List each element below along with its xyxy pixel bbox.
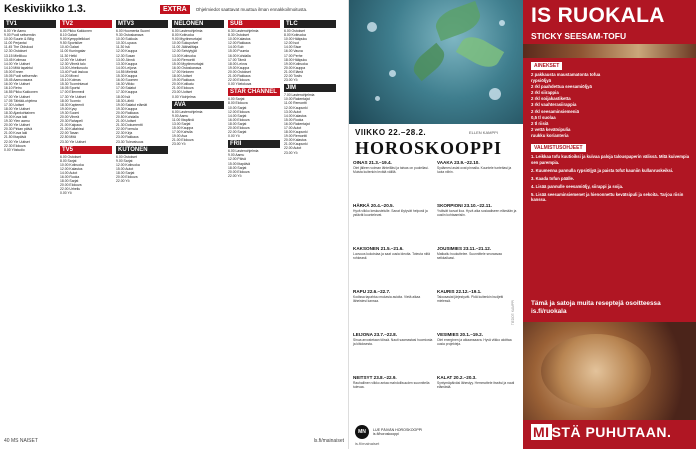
tv-column [284, 18, 336, 436]
program-item: 20.00 Elokuva [228, 169, 250, 174]
program-item: 20.30 Rahapeli [60, 119, 83, 124]
program-item: 23.00 Uutiset [172, 90, 192, 95]
program-item: 14.10 Mitä tapahtui [4, 65, 33, 70]
program-item: 20.00 Rakkaus [116, 110, 139, 115]
program-item: 20.00 Elokuva [60, 183, 82, 188]
program-item: 10.00 Rakentajat [284, 97, 310, 102]
program-item: 10.00 Kalastus [228, 37, 251, 42]
zodiac-sign [353, 203, 433, 217]
program-item: 17.00 Perhe [284, 53, 303, 58]
channel-header: TLC [284, 20, 336, 28]
program-item: 11.00 Kuningatar [60, 49, 86, 54]
program-item: 22.00 Urheilu [60, 187, 81, 192]
ingredient-item: 2 pakkausta maustamatonta tofua [531, 72, 601, 77]
program-item: 16.00 Kohdalla [228, 53, 251, 58]
program-item: 16.00 Ostoskanava [172, 65, 202, 70]
food-plate [541, 334, 651, 408]
step-item: 2. Kuumenna pannulla rypsiöljyä ja paista tofut kauniin kullanruskeiksi. [531, 167, 674, 173]
program-item: 12.00 Rakkaus [228, 41, 251, 46]
horoscope-author: ELLEN KAMPPI [469, 130, 498, 135]
step-item: 5. Lisää seesaminsiemenet ja hienonnettu kevätsipuli ja sekoita. Tarjoa riisin kanssa. [531, 191, 684, 203]
program-item: 6.00 Lastenohjelmia [228, 149, 259, 154]
program-item: 10.00 Sukkula [116, 37, 138, 42]
horoscope-promo [355, 424, 422, 440]
program-item: 10.00 Hääpuku [284, 37, 307, 42]
program-item: 16.00 Ruoka [60, 175, 80, 180]
program-item: 9.00 Sarjat [116, 158, 133, 163]
program-item: 19.00 Kysy [60, 106, 77, 111]
ingredient-item: 2 vettä kevätsipulia [531, 126, 571, 132]
sign-name: KAKSONEN 21.5.–21.6. [353, 246, 404, 251]
program-item: 16.30 Viikko [116, 82, 135, 87]
step-item: 1. Leikkaa tofu kuutioiksi ja kuivaa paloja talouspaperin välissä. Mitä kuivempia sen parempia. [531, 154, 690, 165]
program-item: 6.30 Lastenohjelmia [228, 29, 259, 33]
program-item: 15.00 Ennen [4, 69, 24, 74]
program-item: 6.00 Sarjat [228, 97, 245, 102]
program-item: 16.00 Vauva [284, 49, 303, 54]
program-item: 13.00 Kotiruoka [172, 53, 196, 58]
tv-footer [4, 438, 344, 448]
sign-name: VAAKA 23.9.–22.10. [437, 160, 480, 165]
program-item: 18.00 Sarjat [228, 121, 247, 126]
program-item: 12.00 Isot [284, 41, 299, 46]
program-item: 18.00 Sarjat [228, 165, 247, 170]
sign-text: Olet energinen ja aikaansaava. Hyvä viikko aloittaa uusia projekteja. [437, 338, 512, 346]
zodiac-sign [353, 375, 433, 389]
tv-date: Keskiviikko 1.3. [4, 3, 86, 15]
recipe-page [523, 0, 696, 449]
page-number-left: 40 MS NAISET [4, 438, 38, 444]
program-item: 12.00 Päivä [228, 157, 246, 162]
program-item: 10.00 Sukupolvet [172, 41, 199, 46]
program-item: 12.30 Vihreä talo [60, 61, 86, 66]
program-item: 8.30 Ostokset [228, 33, 249, 38]
program-item: 10.00 Sarjat [228, 105, 247, 110]
sign-text: Luovuus kukoistaa ja saat uusia ideoita. Toteuta niitä rohkeasti. [353, 252, 430, 260]
program-item: 0.00 Yö [60, 191, 72, 196]
program-item: 15.30 Tuomintavat [60, 82, 88, 87]
zodiac-sign [437, 289, 517, 303]
program-item: 21.00 Kova laki [4, 131, 28, 136]
channel-header: NELONEN [172, 20, 224, 28]
sign-name: KALAT 20.2.–20.3. [437, 375, 477, 380]
program-item: 20.00 Yle Uutiset [4, 123, 30, 128]
sign-name: RAPU 22.6.–22.7. [353, 289, 391, 294]
program-item: 17.30 Kauppa [116, 90, 138, 95]
promo-url[interactable]: is.fi/horoskooppi [373, 432, 399, 436]
sign-text: Matkailu houkuttelee. Suunnittele seuraavaa seikkailuasi. [437, 252, 502, 260]
channel-header: TV2 [60, 20, 112, 28]
program-item: 15.00 Puumia [228, 49, 249, 54]
tv-column [4, 18, 56, 436]
brand-logo [531, 424, 671, 440]
channel-header: JIM [284, 84, 336, 92]
horoscope-week: VIIKKO 22.–28.2. [355, 128, 427, 137]
tv-brand: EXTRA [160, 5, 190, 14]
ingredient-item: 0,5 tl suolaa [531, 114, 556, 120]
program-item: 6.00 Ostokset [60, 154, 81, 159]
channel-header: KUTONEN [116, 146, 168, 154]
program-item: 9.00 Kymppitelkkari [60, 37, 90, 42]
ingredient-item: 2 tl riisiä [531, 120, 549, 126]
sign-text: Talousasiat järjestyvät. Pidä kuitenkin budjetti mielessä. [437, 295, 504, 303]
program-item: 12.30 Ostokset [4, 49, 27, 54]
program-item: 11.30 Hetki [60, 53, 77, 58]
program-item: 18.00 Sarjat [60, 179, 79, 184]
tv-columns [4, 18, 344, 436]
program-item: 14.00 Remontti [172, 57, 195, 62]
program-item: 11.45 The Oldskool [4, 45, 34, 50]
ingredient-item: 3 rkl vaahterasiirappia [531, 102, 577, 108]
site-link: ls.fi/mainaiset [313, 438, 344, 444]
promo-title: LUE PÄIVÄN HOROSKOOPPI [373, 427, 423, 432]
program-item: 19.00 Ava [172, 134, 188, 139]
program-item: 18.30 Ajankohtainen [4, 110, 35, 115]
tv-column [172, 18, 224, 436]
horoscope-page-ref: is.fi/mainaiset [355, 441, 380, 446]
program-item: 12.30 Susan [116, 53, 136, 58]
step-item: 4. Lisää pannulle seesamiöljy, siirappi ja soija. [531, 183, 624, 189]
logo-text: STÄ PUHUTAAN. [551, 424, 672, 440]
program-item: 18.30 Kapteenit [60, 102, 84, 107]
sign-name: VESIMIES 20.1.–19.2. [437, 332, 483, 337]
program-item: 17.00 Nelonen [172, 69, 195, 74]
recipe-strip-image [523, 44, 696, 58]
program-item: 14.00 Sarjat [228, 113, 247, 118]
program-item: 22.00 Tositv [284, 74, 303, 79]
program-item: 18.00 Leivos [228, 61, 248, 66]
zodiac-sign [353, 160, 433, 174]
program-item: 15.00 Ruoka [284, 117, 304, 122]
program-item: 14.55 Mietintä [116, 69, 138, 74]
sign-text: Sydämesi asiat ovat pinnalla. Kuuntele tunteitasi ja luota niihin. [437, 166, 512, 174]
program-item: 12.00 Kalastus [60, 166, 83, 171]
program-item: 13.00 Autot [284, 109, 302, 114]
program-item: 6.00 Yle Aamu [4, 29, 26, 33]
program-item: 18.00 Kaupunki [284, 130, 308, 135]
program-item: 19.30 Kauppa [116, 106, 138, 111]
program-item: 8.00 Kotiruoka [172, 33, 194, 38]
program-item: 10.40 Galaxi [60, 45, 80, 50]
program-item: 20.00 Kotikatu [172, 82, 194, 87]
program-item: 17.00 Yle Uutiset [4, 94, 30, 99]
program-item: 17.00 Tämä [228, 57, 247, 62]
program-item: 17.30 Uutiset [4, 102, 24, 107]
ingredients-list [531, 72, 691, 139]
program-item: 0.00 Yö [228, 134, 240, 139]
program-item: 21.30 Kultahissi [60, 127, 84, 132]
program-item: 14.00 Kalastus [284, 113, 307, 118]
program-item: 8.00 Kotiruoka [284, 33, 306, 38]
program-item: 22.50 Mitä [60, 135, 76, 140]
program-item: 19.30 Ylen aamu [4, 119, 30, 124]
program-item: 14.00 Leijona [116, 65, 137, 70]
program-item: 15.00 Autot [116, 166, 134, 171]
tv-header [4, 2, 344, 16]
program-item: 9.50 Sportslive [60, 41, 83, 46]
sign-text: Ystävät tuovat iloa. Hyvä aika sosiaaliseen elämään ja uusiin kohtaamisiin. [437, 209, 517, 217]
program-item: 20.50 Kohdalla [116, 114, 139, 119]
channel-header: TV5 [60, 146, 112, 154]
program-item: 20.00 Kalastus [284, 138, 307, 143]
program-item: 18.00 Hääpuku [284, 57, 307, 62]
program-item: 19.30 Suomi [60, 110, 80, 115]
sign-text: Olet jälleen voiman lähteilläsi ja taivas on puolellasi. Muista kuitenkin levätä välillä. [353, 166, 429, 174]
program-item: 21.30 Dokumentti [116, 123, 143, 128]
program-item: 19.00 Rakkaus [172, 78, 195, 83]
program-item: 6.00 Ostokset [284, 29, 305, 33]
program-item: 15.45 Aamuvasara [4, 78, 33, 83]
program-item: 21.00 Kaupunki [284, 142, 308, 147]
program-item: 6.00 Huomenta Suomi [116, 29, 150, 33]
channel-header: SUB [228, 20, 280, 28]
program-item: 13.15 Mieliikuu [4, 53, 27, 58]
ingredients-header: AINEKSET [531, 62, 562, 70]
program-item: 15.00 Myytinmurtajat [172, 61, 204, 66]
program-item: 22.00 Yö [116, 179, 130, 184]
program-item: 19.00 Kauppa [228, 65, 250, 70]
program-item: 9.00 Aamu [172, 113, 189, 118]
zodiac-sign [437, 246, 517, 260]
program-item: 21.00 Rakkaus [228, 74, 251, 79]
sign-name: LEIJONA 23.7.–22.8. [353, 332, 398, 337]
program-item: 23.00 Yö [172, 142, 186, 147]
program-item: 14.00 Yle Uutiset [4, 61, 30, 66]
horoscope-title: HOROSKOOPPI [355, 138, 503, 158]
zodiac-sign [437, 375, 517, 389]
ingredient-item: 2 rkl soijakastiketta [531, 96, 571, 102]
program-item: 13.00 Sarjat [172, 121, 191, 126]
program-item: 14.20 Mixed [60, 74, 79, 79]
program-item: 22.00 Yö [228, 173, 242, 178]
program-item: 17.00 Salatut [116, 86, 136, 91]
horoscope-page [349, 0, 523, 449]
ingredient-item: 2 rkl seesaminsiemeniä [531, 108, 580, 114]
program-item: 22.00 Sarjat [228, 130, 247, 135]
program-item: 18.00 Yle Uutiset [4, 106, 30, 111]
program-item: 16.00 Suomen [116, 78, 139, 83]
recipe-name: STICKY SEESAM-TOFU [531, 31, 627, 41]
program-item: 9.30 Ostoskanava [116, 33, 144, 38]
program-item: 8.10 Galaxi [60, 33, 78, 38]
program-item: 22.00 Tasan [60, 131, 79, 136]
horoscope-hero-image [349, 0, 523, 124]
program-item: 17.30 Yle Uutiset [60, 94, 86, 99]
sign-text: Hyvä viikko keskustelulle. Sanat löytyvät helposti ja ystävät kuuntelevat. [353, 209, 428, 217]
program-item: 15.10 Kolmas [60, 78, 81, 83]
program-item: 0.00 Yöohjelma [172, 94, 196, 99]
program-item: 15.30 Kauppa [116, 74, 138, 79]
program-item: 11.00 Remontti [284, 101, 307, 106]
program-item: 16.55 Pikku Kakkonen [4, 90, 38, 95]
horoscope-promo-text [373, 428, 422, 436]
sign-text: Syntymäpäiväsi lähestyy. Hemmottele itseäsi ja nauti elämästä. [437, 381, 515, 389]
steps-header: VALMISTUSOHJEET [531, 144, 586, 152]
program-item: 19.00 Kova laki [4, 114, 28, 119]
program-item: 23.30 Tulevaisuus [116, 139, 144, 144]
steps-list [531, 154, 691, 205]
horoscope-signs [353, 160, 519, 422]
program-item: 17.00 Autot [284, 125, 302, 130]
program-item: 21.00 Kaipaus [60, 123, 82, 128]
sign-text: Sinua arvostetaan töissä. Nauti saamastasi huomiosta ja kiitoksesta. [353, 338, 433, 346]
program-item: 11.30 Isä [116, 45, 130, 50]
program-item: 21.00 Elokuva [172, 138, 194, 143]
program-item: 11.00 Jäähallitaja [172, 45, 199, 50]
program-item: 16.05 Sportsi [60, 86, 80, 91]
program-item: 15.00 Iltapäivä [228, 161, 251, 166]
program-item: 8.00 Elokuva [228, 101, 248, 106]
program-item: 14.00 Autot [60, 171, 78, 175]
program-item: 22.30 Elokuva [4, 143, 26, 148]
program-item: 10.00 Kotiruoka [60, 162, 84, 167]
program-item: 9.00 Aamu [228, 153, 245, 158]
program-item: 12.00 Elokuva [228, 109, 250, 114]
program-item: 13.45 Kotimaa [4, 57, 26, 62]
program-item: 17.00 Ellenmedi [60, 90, 85, 95]
program-item: 23.00 Yö [284, 78, 298, 83]
channel-header: MTV3 [116, 20, 168, 28]
program-item: 19.00 Kotiruoka [284, 61, 308, 66]
zodiac-sign [437, 203, 517, 217]
program-item: 23.00 Yö [284, 150, 298, 155]
program-item: 14.00 Sub [228, 45, 244, 50]
tv-tagline: Ohjelmiedot saattavat muuttua ilman ennakkoilmoitusta. [195, 6, 308, 12]
program-item: 6.00 Pikku Kakkonen [60, 29, 92, 33]
program-item: 18.30 Lähtö [116, 98, 134, 103]
program-item: 6.00 Lastenohjelmia [172, 109, 203, 114]
program-item: 12.00 Kauppa [116, 49, 138, 54]
channel-header: AVA [172, 101, 224, 109]
zodiac-sign [353, 332, 433, 346]
zodiac-sign [353, 246, 433, 260]
program-item: 13.00 Urheiluruutu [60, 65, 88, 70]
program-item: 23.00 Rakkaus [116, 135, 139, 140]
sign-name: HÄRKÄ 20.4.–20.5. [353, 203, 394, 208]
program-item: 8.00 Sarjat [60, 158, 77, 163]
program-item: 21.00 Elämä [284, 69, 304, 74]
sign-name: NEITSYT 23.8.–22.9. [353, 375, 397, 380]
program-item: 21.00 Elokuva [172, 86, 194, 91]
horoscope-credit: TIEDOT: KAMPPI [511, 300, 515, 326]
channel-header: TV1 [4, 20, 56, 28]
program-item: 0.00 Yöstudio [4, 147, 25, 152]
tv-column [228, 18, 280, 436]
program-item: 20.00 Elokuva [228, 125, 250, 130]
sign-name: OINAS 21.3.–19.4. [353, 160, 392, 165]
program-item: 10.00 Suurin & Bilig [4, 37, 34, 42]
program-item: 18.00 Tuomio [60, 98, 81, 103]
ingredient-item: 2 rkl paahdettua seesamiöljyä [531, 84, 592, 90]
program-item: 22.00 Autot [284, 146, 302, 151]
tv-column [60, 18, 112, 436]
program-item: 16.00 Rakentajat [284, 121, 310, 126]
step-item: 3. Kaada tofun päälle. [531, 175, 575, 181]
program-item: 22.00 Formula [116, 127, 138, 132]
program-item: 20.00 Kauppa [284, 65, 306, 70]
program-item: 12.00 Yle Uutiset [60, 57, 86, 62]
program-item: 13.30 Kauppa [116, 61, 138, 66]
program-item: 6.00 Lastenohjelmia [172, 29, 203, 33]
program-item: 15.00 Kauppa [172, 125, 194, 130]
recipe-section-title: IS RUOKALA [531, 4, 665, 27]
program-item: 20.00 Vihreä [60, 114, 80, 119]
program-item: 18.00 Sarjat [116, 171, 135, 175]
program-item: 11.00 Iltapäivä [172, 117, 194, 122]
program-item: 20.00 Elokuva [116, 175, 138, 180]
ingredient-item: rypsiöljyä [531, 78, 552, 84]
program-item: 12.00 Kotiruoka [116, 162, 140, 167]
zodiac-sign [437, 160, 517, 174]
channel-header: FRII [228, 140, 280, 148]
recipe-food-image [523, 322, 696, 420]
program-item: 18.00 Isä [116, 94, 130, 99]
channel-header: STAR CHANNEL [228, 88, 280, 96]
ingredient-item: 2 rkl siirappia [531, 90, 559, 96]
program-item: 6.00 Ostokset [116, 154, 137, 159]
program-item: 14.00 Sisar [284, 45, 302, 50]
program-item: 13.00 Jännä [116, 57, 135, 62]
tv-column [116, 18, 168, 436]
recipe-cta[interactable]: Tämä ja satoja muita reseptejä osoitteessa is.fi/ruokala [531, 300, 661, 315]
program-item: 22.00 Yle Uutiset [4, 139, 30, 144]
program-item: 12.00 Selviytyjät [172, 49, 197, 54]
program-item: 9.00 Myytinmurtajat [172, 37, 202, 42]
program-item: 13.40 Puoli laskua [60, 69, 88, 74]
sign-name: KAURIS 22.12.–19.1. [437, 289, 482, 294]
sign-name: JOUSIMIES 23.11.–21.12. [437, 246, 492, 251]
program-item: 9.00 Puoli seitsemän [4, 33, 36, 38]
sign-text: Rauhallinen viikko antaa mahdollisuuden suunnitella tulevaa. [353, 381, 430, 389]
program-item: 20.00 Ostokset [228, 69, 251, 74]
sign-text: Kodissa tapahtuu mukavia asioita. Vietä aikaa läheistesi kanssa. [353, 295, 421, 303]
program-item: 19.00 Salatut elämät [116, 102, 148, 107]
program-item: 11.00 Perjantai [4, 41, 27, 46]
program-item: 10.30 Lupaus [116, 41, 137, 46]
ingredient-item: ruukku korianteria [531, 132, 569, 138]
program-item: 0.00 Yöelokuva [228, 82, 252, 87]
program-item: 12.00 Kaupunki [284, 105, 308, 110]
program-item: 22.30 Kirja [116, 131, 133, 136]
program-item: 21.00 Uutiset [116, 119, 136, 124]
program-item: 23.30 Yle Uutiset [60, 139, 86, 144]
program-item: 16.00 Elokuva [228, 117, 250, 122]
program-item: 17.05 Tähtää-ohjelma [4, 98, 37, 103]
program-item: 17.00 Kahvila [172, 130, 193, 135]
zodiac-sign [437, 332, 517, 346]
program-item: 19.00 Remontti [284, 134, 307, 139]
sign-name: SKORPIONI 23.10.–22.11. [437, 203, 492, 208]
program-item: 7.00 Lastenohjelmia [284, 93, 315, 98]
zodiac-sign [353, 289, 433, 303]
logo-mark: MI [533, 424, 550, 440]
program-item: 18.00 Uutiset [172, 74, 192, 79]
program-item: 22.00 Elokuva [228, 78, 250, 83]
program-item: 16.00 Yle Uutiset [4, 82, 30, 87]
program-item: 20.30 Pirkan päivä [4, 127, 33, 132]
program-item: 15.05 Puoli seitsemän [4, 74, 38, 79]
brand-logo-icon: MN [355, 425, 369, 439]
program-item: 21.50 Iltapäivä [4, 135, 27, 140]
program-item: 16.10 Retro [4, 86, 22, 91]
